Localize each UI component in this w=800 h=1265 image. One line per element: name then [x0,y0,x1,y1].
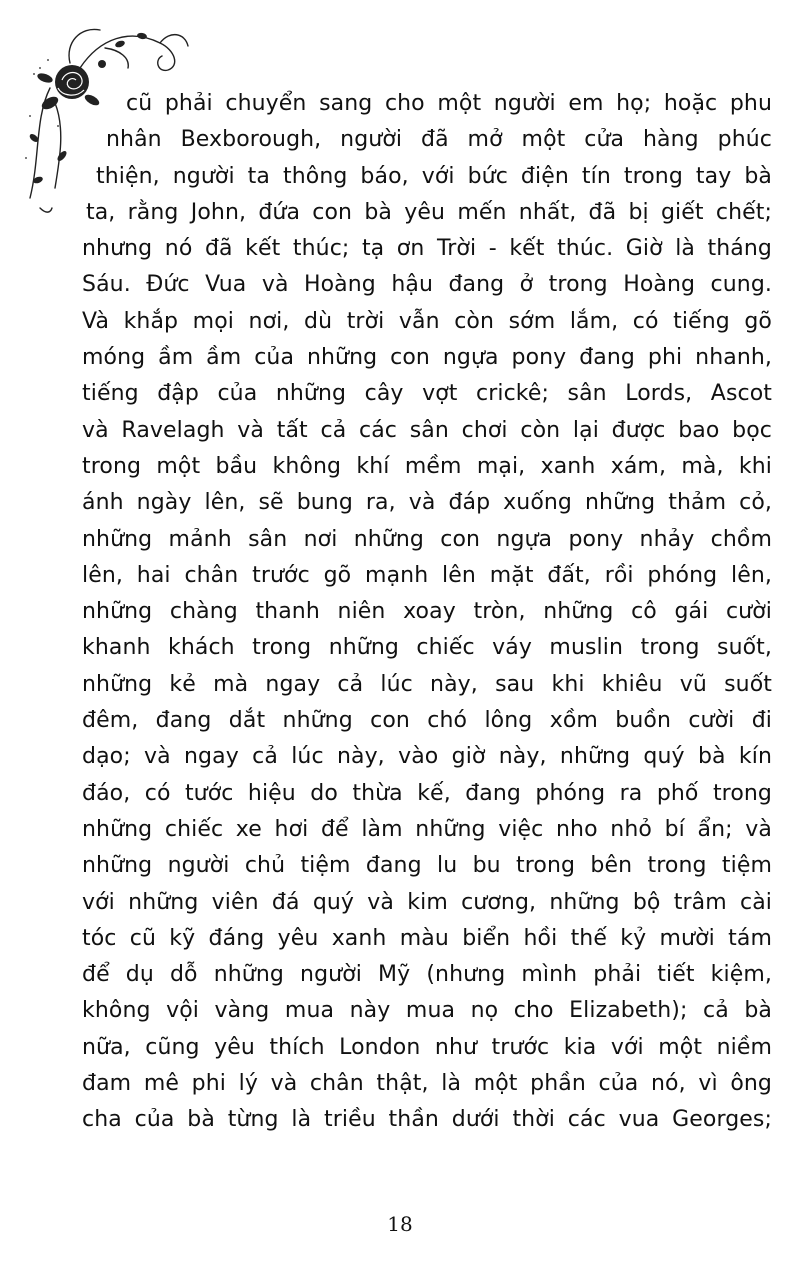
text-line: những kẻ mà ngay cả lúc này, sau khi khiêu vũ suốt [82,671,772,697]
text-line: nhân Bexborough, người đã mở một cửa hàng phúc [106,127,772,153]
text-line: thiện, người ta thông báo, với bức điện tín trong tay bà [96,163,772,189]
text-line: nữa, cũng yêu thích London như trước kia với một niềm [82,1034,772,1060]
text-line: đáo, có tước hiệu do thừa kế, đang phóng ra phố trong [82,780,772,806]
text-line: và Ravelagh và tất cả các sân chơi còn lại được bao bọc [82,417,772,443]
text-line: tóc cũ kỹ đáng yêu xanh màu biển hồi thế kỷ mười tám [82,925,772,951]
text-line: với những viên đá quý và kim cương, những bộ trâm cài [82,889,772,915]
text-line: khanh khách trong những chiếc váy muslin trong suốt, [82,635,772,661]
page-number: 18 [387,1212,413,1236]
text-line: ta, rằng John, đứa con bà yêu mến nhất, đã bị giết chết; [86,199,772,225]
text-line: những mảnh sân nơi những con ngựa pony nhảy chồm [82,526,772,552]
text-line: móng ầm ầm của những con ngựa pony đang phi nhanh, [82,345,772,371]
text-line: để dụ dỗ những người Mỹ (nhưng mình phải tiết kiệm, [82,962,772,988]
text-line: cha của bà từng là triều thần dưới thời các vua Georges; [82,1107,772,1133]
text-line: lên, hai chân trước gõ mạnh lên mặt đất, rồi phóng lên, [82,562,772,588]
text-line: những chiếc xe hơi để làm những việc nho nhỏ bí ẩn; và [82,816,772,842]
text-line: tiếng đập của những cây vợt crickê; sân Lords, Ascot [82,381,772,407]
text-line: không vội vàng mua này mua nọ cho Elizabeth); cả bà [82,998,772,1024]
text-line: những người chủ tiệm đang lu bu trong bên trong tiệm [82,853,772,879]
text-line: dạo; và ngay cả lúc này, vào giờ này, những quý bà kín [82,744,772,770]
text-line: Sáu. Đức Vua và Hoàng hậu đang ở trong Hoàng cung. [82,272,772,298]
text-line: Và khắp mọi nơi, dù trời vẫn còn sớm lắm, có tiếng gõ [82,308,772,334]
body-text [82,86,772,1139]
text-line: đam mê phi lý và chân thật, là một phần của nó, vì ông [82,1071,772,1097]
text-line: nhưng nó đã kết thúc; tạ ơn Trời - kết thúc. Giờ là tháng [82,236,772,262]
text-line: ánh ngày lên, sẽ bung ra, và đáp xuống những thảm cỏ, [82,490,772,516]
text-line: đêm, đang dắt những con chó lông xồm buồn cười đi [82,708,772,734]
text-line: trong một bầu không khí mềm mại, xanh xám, mà, khi [82,453,772,479]
text-line: những chàng thanh niên xoay tròn, những cô gái cười [82,599,772,625]
text-line: cũ phải chuyển sang cho một người em họ; hoặc phu [126,91,772,116]
